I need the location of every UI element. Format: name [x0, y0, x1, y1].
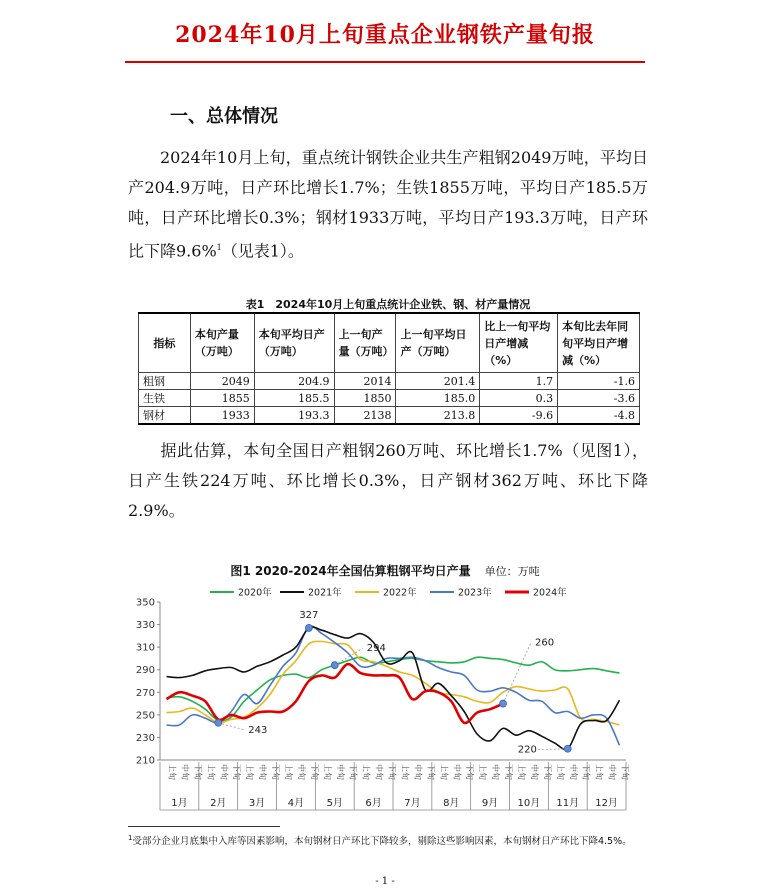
y-tick-label: 310 — [135, 642, 155, 654]
figure-unit: 单位：万吨 — [484, 565, 540, 578]
footnote — [128, 830, 648, 850]
table-cell: 1.7 — [480, 373, 558, 390]
table-cell: 钢材 — [139, 407, 191, 425]
annotation-label: 260 — [535, 637, 555, 649]
legend-label: 2021年 — [308, 587, 342, 599]
table-cell: 0.3 — [480, 390, 558, 407]
x-tick-label: 中旬 — [335, 764, 345, 780]
x-tick-label: 中旬 — [607, 764, 617, 780]
y-tick-label: 250 — [135, 710, 155, 722]
month-label: 11月 — [556, 798, 580, 809]
x-tick-label: 下旬 — [504, 764, 514, 780]
x-tick-label: 上旬 — [245, 764, 255, 780]
table-cell: -3.6 — [558, 390, 640, 407]
table-cell: 2014 — [334, 373, 396, 390]
x-tick-label: 下旬 — [309, 764, 319, 780]
table-row — [139, 390, 640, 407]
table-cell: 2049 — [190, 373, 254, 390]
month-label: 12月 — [595, 798, 618, 809]
legend-label: 2022年 — [383, 587, 417, 599]
x-tick-label: 下旬 — [348, 764, 358, 780]
y-tick-label: 270 — [135, 687, 155, 699]
table-row — [139, 373, 640, 390]
x-tick-label: 上旬 — [361, 764, 371, 780]
table-cell: -1.6 — [558, 373, 640, 390]
table-cell: 1855 — [190, 390, 254, 407]
x-tick-label: 下旬 — [193, 764, 203, 780]
figure-title-text: 图1 2020-2024年全国估算粗钢平均日产量 — [230, 564, 471, 578]
table-cell: 201.4 — [396, 373, 480, 390]
legend-label: 2024年 — [533, 587, 567, 599]
steel-output-chart — [130, 580, 640, 816]
annotation-marker — [331, 662, 338, 669]
annotation-label: 220 — [517, 744, 537, 756]
legend-label: 2023年 — [458, 587, 492, 599]
x-tick-label: 上旬 — [516, 764, 526, 780]
x-tick-label: 上旬 — [555, 764, 565, 780]
month-label: 4月 — [287, 798, 305, 809]
x-tick-label: 中旬 — [180, 764, 190, 780]
x-tick-label: 下旬 — [232, 764, 242, 780]
table-cell: 204.9 — [254, 373, 334, 390]
page-title: 2024年10月上旬重点企业钢铁产量旬报 — [175, 22, 595, 48]
y-tick-label: 230 — [135, 732, 155, 744]
figure-title — [0, 562, 770, 579]
x-tick-label: 上旬 — [283, 764, 293, 780]
x-tick-label: 中旬 — [219, 764, 229, 780]
month-label: 6月 — [365, 798, 382, 809]
x-tick-label: 上旬 — [439, 764, 449, 780]
month-label: 3月 — [248, 798, 266, 809]
table-header-cell: 本旬平均日产（万吨） — [254, 313, 334, 373]
table-header-cell: 上一旬平均日产（万吨） — [396, 313, 480, 373]
paragraph-summary-tail: （见表1）。 — [221, 241, 304, 261]
legend-label: 2020年 — [238, 587, 272, 599]
x-tick-label: 上旬 — [594, 764, 604, 780]
title-rule — [125, 61, 645, 63]
table-header-row — [139, 313, 640, 373]
x-tick-label: 上旬 — [322, 764, 332, 780]
x-tick-label: 下旬 — [271, 764, 281, 780]
x-tick-label: 中旬 — [529, 764, 539, 780]
month-label: 5月 — [326, 798, 343, 809]
y-tick-label: 290 — [135, 665, 155, 677]
table-cell: 2138 — [334, 407, 396, 425]
paragraph-estimate-text: 据此估算，本旬全国日产粗钢260万吨、环比增长1.7%（见图1），日产生铁224万吨、环比增长0.3%，日产钢材362万吨、环比下降2.9%。 — [128, 441, 648, 520]
footnote-mark: 1 — [128, 834, 133, 842]
table-cell: 185.0 — [396, 390, 480, 407]
table-header-cell: 比上一旬平均日产增减（%） — [480, 313, 558, 373]
table-header-cell: 本旬比去年同旬平均日产增减（%） — [558, 313, 640, 373]
month-label: 1月 — [171, 798, 188, 809]
page-number: - 1 - — [375, 876, 395, 887]
table-caption: 表1 2024年10月上旬重点统计企业铁、钢、材产量情况 — [245, 298, 531, 311]
table-cell: 213.8 — [396, 407, 480, 425]
paragraph-summary — [128, 143, 648, 266]
month-label: 7月 — [404, 798, 421, 809]
annotation-leader — [503, 643, 531, 704]
month-label: 9月 — [481, 798, 499, 809]
annotation-marker — [305, 624, 312, 631]
table-cell: 粗钢 — [139, 373, 191, 390]
x-tick-label: 下旬 — [581, 764, 591, 780]
x-tick-label: 下旬 — [465, 764, 475, 780]
annotation-label: 294 — [366, 643, 386, 655]
paragraph-summary-text: 2024年10月上旬，重点统计钢铁企业共生产粗钢2049万吨，平均日产204.9万吨，日产环比增长1.7%；生铁1855万吨，平均日产185.5万吨，日产环比增长0.3%；钢材1933万吨，平均日产193.3万吨，日产环比下降9.6% — [128, 148, 648, 261]
table-header-cell: 上一旬产量（万吨） — [334, 313, 396, 373]
table-cell: 1933 — [190, 407, 254, 425]
x-tick-label: 中旬 — [491, 764, 501, 780]
table-cell: 1850 — [334, 390, 396, 407]
table-cell: -4.8 — [558, 407, 640, 425]
table-row — [139, 407, 640, 425]
x-tick-label: 中旬 — [258, 764, 268, 780]
x-tick-label: 中旬 — [413, 764, 423, 780]
series-line-2022 — [167, 641, 620, 725]
table-cell: 生铁 — [139, 390, 191, 407]
month-label: 8月 — [443, 798, 460, 809]
section-heading: 一、总体情况 — [170, 106, 278, 127]
x-tick-label: 下旬 — [387, 764, 397, 780]
footnote-ref[interactable]: 1 — [216, 243, 222, 252]
x-tick-label: 中旬 — [296, 764, 306, 780]
x-tick-label: 上旬 — [167, 764, 177, 780]
x-tick-label: 上旬 — [400, 764, 410, 780]
y-tick-label: 350 — [135, 597, 155, 609]
x-tick-label: 上旬 — [206, 764, 216, 780]
y-tick-label: 210 — [135, 755, 155, 767]
x-tick-label: 中旬 — [374, 764, 384, 780]
x-tick-label: 中旬 — [452, 764, 462, 780]
footnote-text: 受部分企业月底集中入库等因素影响，本旬钢材日产环比下降较多，剔除这些影响因素，本旬钢材日产环比下降4.5%。 — [132, 836, 632, 848]
table-header-cell: 本旬产量（万吨） — [190, 313, 254, 373]
table-cell: -9.6 — [480, 407, 558, 425]
series-line-2020 — [167, 657, 620, 721]
y-tick-label: 330 — [135, 620, 155, 632]
table-cell: 185.5 — [254, 390, 334, 407]
table-cell: 193.3 — [254, 407, 334, 425]
production-table — [138, 312, 640, 425]
month-label: 2月 — [210, 798, 227, 809]
x-tick-label: 下旬 — [542, 764, 552, 780]
paragraph-estimate — [128, 436, 648, 526]
x-tick-label: 下旬 — [620, 764, 630, 780]
footnote-rule — [128, 826, 280, 827]
annotation-label: 327 — [299, 609, 319, 621]
month-label: 10月 — [517, 798, 541, 809]
x-tick-label: 下旬 — [426, 764, 436, 780]
table-header-cell: 指标 — [139, 313, 191, 373]
annotation-leader — [218, 723, 244, 730]
x-tick-label: 中旬 — [568, 764, 578, 780]
x-tick-label: 上旬 — [478, 764, 488, 780]
annotation-label: 243 — [248, 724, 268, 736]
